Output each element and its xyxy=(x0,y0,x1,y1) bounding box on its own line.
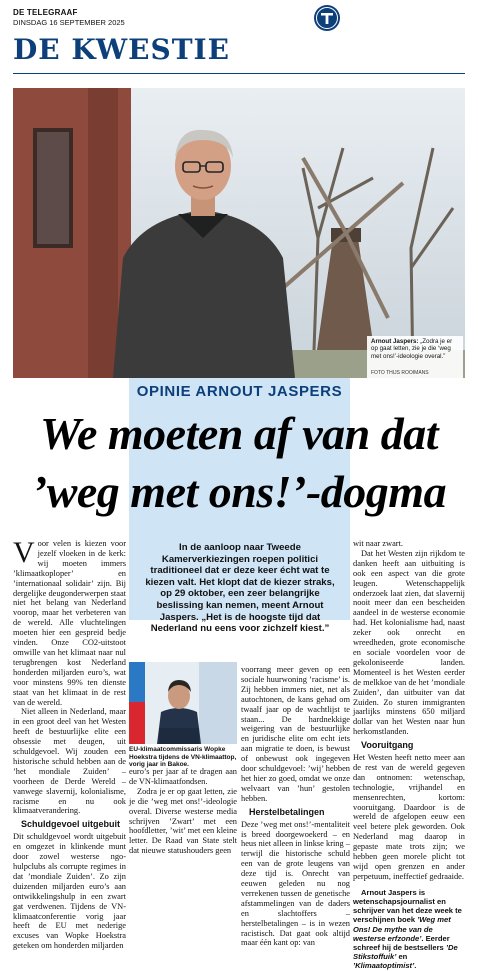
conference-speaker-photo xyxy=(129,662,237,744)
paragraph: Het Westen heeft netto meer aan de rest van de wereld gegeven dan ontnomen: wetenschap, technologie, vrijhandel en mensenrechten, kortom: vooruitgang. Daardoor is de wereld de afgelopen eeuw een veel betere plek geworden. Ook Nederland mag daarop in gepaste mate trots zijn; we hebben geen morele plicht tot wijd open grenzen en ander perpetuum, ineffectief gedraaide. xyxy=(353,753,465,881)
section-title: DE KWESTIE xyxy=(13,33,230,66)
section-divider xyxy=(13,73,465,74)
inset-photo-caption: EU-klimaatcommissaris Wopke Hoekstra tijdens de VN-klimaattop, vorig jaar in Bakoe. xyxy=(129,746,237,769)
headline-line-2: ’weg met ons!’-dogma xyxy=(31,466,447,517)
issue-date: DINSDAG 16 SEPTEMBER 2025 xyxy=(13,18,125,27)
article-lede: In de aanloop naar Tweede Kamerverkiezingen roepen politici traditioneel dat er deze keer écht wat te kiezen valt. Het klopt dat de kiezer straks, op 29 oktober, een zeer belangrijke beslissing kan nemen, meent Arnout Jaspers. „Het is de hoogste tijd dat Nederland nu eens voor zichzelf kiest.” xyxy=(145,542,335,635)
drop-cap: V xyxy=(13,536,35,569)
caption-text: „Zodra je er op gaat letten, zie je die ‘weg met ons!’-ideologie overal.” xyxy=(371,338,453,360)
column-1 xyxy=(13,536,126,951)
paragraph: Zodra je er op gaat letten, zie je die ’weg met ons!’-ideologie overal. Diverse westerse media schrijven ’Zwart’ met een hoofdletter, ’wit’ met een kleine letter. De Raad van State stelt dat nieuwe statushouders geen xyxy=(129,786,237,856)
paragraph: Voor velen is kiezen voor jezelf vloeken in de kerk: wij moeten immers ’klimaatkoploper’ en ’internationaal solidair’ zijn. Bij dergelijke deugonderwerpen staat niet het belang van Nederland voorop, maar het verbeteren van de wereld. Alle vluchtelingen moeten hier een gespreid bedje vinden. Onze CO2-uitstoot omwille van het klimaat naar nul terugbrengen kost Nederland honderden miljarden euro’s, wat voor minstens 99% ten dienste staat van het klimaat in de rest van de wereld. xyxy=(13,536,126,707)
author-bio: Arnout Jaspers is wetenschapsjournalist en schrijver van het deze week te verschijnen boek ’Weg met Ons! De mythe van de westerse erfzonde’. Eerder schreef hij de bestsellers ’De Stikstoffuik’ en ’Klimaatoptimist’. xyxy=(353,887,462,971)
paragraph: Deze ’weg met ons!’-mentaliteit is breed doorgewoekerd – en heus niet alleen in linkse kring – terwijl die historische schuld een van de grote leugens van deze tijd is. Onrecht van eeuwen geleden nu nog verrekenen tussen de genetische afstammelingen van de daders en slachtoffers – herstelbetalingen – is in wezen racistisch. Dat gaat ook altijd maar één kant op: van xyxy=(241,819,350,948)
main-photo xyxy=(13,88,465,378)
column-2b xyxy=(241,665,350,948)
paragraph: Dit schuldgevoel wordt uitgebuit en omgezet in klinkende munt door zowel westerse ngo-hulpclubs als corrupte regimes in dat ’mondiale Zuiden’. Zo zijn duizenden miljarden euro’s aan ontwikkelingshulp in een zwart gat verdwenen. Tijdens de VN-klimaatconferentie vorig jaar heeft de EU met nederige excuses van Wopke Hoekstra geteken om honderden miljarden xyxy=(13,832,126,951)
subheading: Herstelbetalingen xyxy=(249,806,325,817)
caption-name: Arnout Jaspers: xyxy=(371,338,419,345)
article-headline xyxy=(13,405,465,521)
subheading: Vooruitgang xyxy=(361,740,414,751)
paragraph: Dat het Westen zijn rijkdom te danken heeft aan uitbuiting is ook een aspect van die grote leugen. Wetenschappelijk onderzoek laat zien, dat slavernij nooit meer dan een bescheiden aandeel in de westerse economie had. Het kolonialisme had, naast zeker ook onrecht en wreedheden, grote economische en sociale voordelen voor de gekoloniseerde landen. Momenteel is het Westen eerder de melkkoe van de het ’mondiale Zuiden’, dan uitbuiter van dat Zuiden. Zo sturen immigranten jaarlijks minstens 650 miljard dollar van het Westen naar hun herkomstlanden. xyxy=(353,548,465,737)
photo-credit: FOTO THIJS ROOIMANS xyxy=(371,370,429,376)
paragraph: voorrang meer geven op een sociale huurwoning ’racisme’ is. Zij hebben immers niet, net als autochtonen, de kans gehad om twaalf jaar op de wachtlijst te staan... De hardnekkige weigering van de bestuurlijke en juridische elite om echt iets aan migratie te doen, is bewust of onbewust ook ingegeven door schuldgevoel: ’wij’ hebben het hier zo goed, omdat we onze welvaart van ’hun’ gestolen hebben. xyxy=(241,665,350,803)
telegraaf-t-icon xyxy=(313,4,341,32)
paragraph: Niet alleen in Nederland, maar in een groot deel van het Westen heeft de bestuurlijke elite een obsessie met deugen, uit schuldgevoel. Wij zouden een historische schuld hebben aan de ’het mondiale Zuiden’ – voorheen de Derde Wereld – vanwege slavernij, kolonialisme, racisme en nu ook klimaatverandering. xyxy=(13,707,126,816)
publication-name: DE TELEGRAAF xyxy=(13,8,78,17)
subheading: Schuldgevoel uitgebuit xyxy=(21,819,121,830)
headline-line-1: We moeten af van dat xyxy=(40,408,438,459)
column-3 xyxy=(353,539,465,971)
paragraph: euro’s per jaar af te dragen aan de VN-klimaatfondsen. xyxy=(129,767,237,786)
article-kicker: OPINIE ARNOUT JASPERS xyxy=(136,383,343,400)
masthead xyxy=(13,4,465,34)
paragraph: wit naar zwart. xyxy=(353,539,403,548)
column-2a xyxy=(129,767,237,856)
